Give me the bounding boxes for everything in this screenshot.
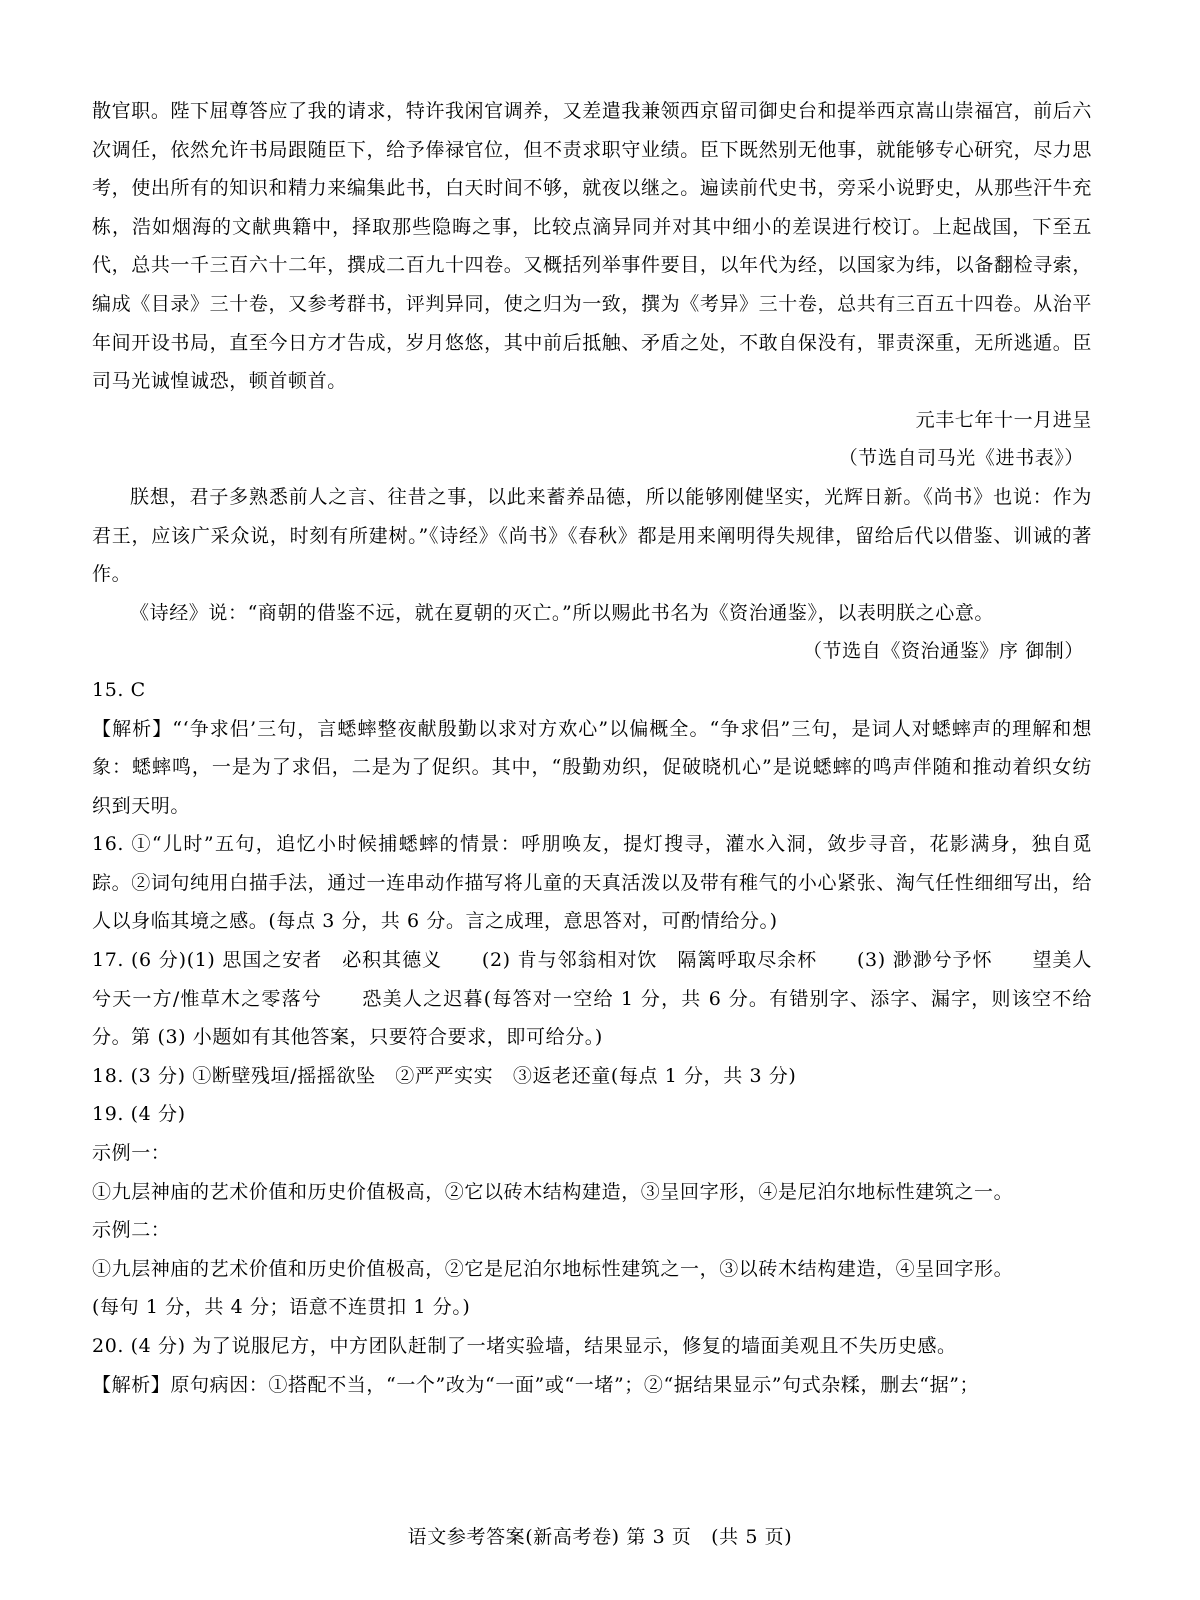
answer-15-analysis: 【解析】“‘争求侣’三句，言蟋蟀整夜献殷勤以求对方欢心”以偏概全。“争求侣”三句，是词人对蟋蟀声的理解和想象：蟋蟀鸣，一是为了求侣，二是为了促织。其中，“殷勤劝织，促破晓机心”是说蟋蟀的鸣声伴随和推动着织女纺织到天明。	[92, 717, 1092, 817]
answer-19-scoring-note: (每句 1 分，共 4 分；语意不连贯扣 1 分。)	[92, 1296, 471, 1319]
translation-date: 元丰七年十一月进呈	[915, 408, 1092, 431]
answer-page-body	[92, 92, 1092, 1404]
answer-19-example-1-label: 示例一：	[92, 1142, 171, 1165]
preface-paragraph-2: 《诗经》说：“商朝的借鉴不远，就在夏朝的灭亡。”所以赐此书名为《资治通鉴》，以表明朕之心意。	[130, 601, 995, 624]
preface-source: （节选自《资治通鉴》序 御制）	[802, 640, 1084, 663]
answer-17: 17. (6 分)(1) 思国之安者 必积其德义 (2) 肯与邻翁相对饮 隔篱呼取尽余杯 (3) 渺渺兮予怀 望美人兮天一方/惟草木之零落兮 恐美人之迟暮(每答对一空给 1 分，共 6 分。有错别字、添字、漏字，则该空不给分。第 (3) 小题如有其他答案，只要符合要求，即可给分。)	[92, 949, 1092, 1049]
answer-20: 20. (4 分) 为了说服尼方，中方团队赶制了一堵实验墙，结果显示，修复的墙面美观且不失历史感。	[92, 1335, 957, 1357]
translation-paragraph: 散官职。陛下屈尊答应了我的请求，特许我闲官调养，又差遣我兼领西京留司御史台和提举西京嵩山崇福宫，前后六次调任，依然允许书局跟随臣下，给予俸禄官位，但不责求职守业绩。臣下既然别无他事，就能够专心研究，尽力思考，使出所有的知识和精力来编集此书，白天时间不够，就夜以继之。遍读前代史书，旁采小说野史，从那些汗牛充栋，浩如烟海的文献典籍中，择取那些隐晦之事，比较点滴异同并对其中细小的差误进行校订。上起战国，下至五代，总共一千三百六十二年，撰成二百九十四卷。又概括列举事件要目，以年代为经，以国家为纬，以备翻检寻索，编成《目录》三十卷，又参考群书，评判异同，使之归为一致，撰为《考异》三十卷，总共有三百五十四卷。从治平年间开设书局，直至今日方才告成，岁月悠悠，其中前后抵触、矛盾之处，不敢自保没有，罪责深重，无所逃遁。臣司马光诚惶诚恐，顿首顿首。	[92, 100, 1092, 393]
answer-19-example-2: ①九层神庙的艺术价值和历史价值极高，②它是尼泊尔地标性建筑之一，③以砖木结构建造，④呈回字形。	[92, 1257, 1014, 1280]
answer-20-analysis: 【解析】原句病因：①搭配不当，“一个”改为“一面”或“一堵”；②“据结果显示”句式杂糅，删去“据”；	[92, 1373, 980, 1396]
translation-source: （节选自司马光《进书表》）	[838, 447, 1084, 470]
preface-paragraph-1: 朕想，君子多熟悉前人之言、往昔之事，以此来蓄养品德，所以能够刚健坚实，光辉日新。《尚书》也说：作为君王，应该广采众说，时刻有所建树。”《诗经》《尚书》《春秋》都是用来阐明得失规律，留给后代以借鉴、训诫的著作。	[92, 485, 1092, 586]
answer-16: 16. ①“儿时”五句，追忆小时候捕蟋蟀的情景：呼朋唤友，提灯搜寻，灌水入洞，敛步寻音，花影满身，独自觅踪。②词句纯用白描手法，通过一连串动作描写将儿童的天真活泼以及带有稚气的小心紧张、淘气任性细细写出，给人以身临其境之感。(每点 3 分，共 6 分。言之成理，意思答对，可酌情给分。)	[92, 833, 1092, 933]
answer-19-example-1: ①九层神庙的艺术价值和历史价值极高，②它以砖木结构建造，③呈回字形，④是尼泊尔地标性建筑之一。	[92, 1180, 1014, 1203]
answer-19: 19. (4 分)	[92, 1103, 186, 1126]
page-footer: 语文参考答案(新高考卷) 第 3 页 (共 5 页)	[407, 1526, 793, 1548]
answer-19-example-2-label: 示例二：	[92, 1219, 171, 1242]
answer-15: 15. C	[92, 678, 146, 701]
answer-18: 18. (3 分) ①断壁残垣/摇摇欲坠 ②严严实实 ③返老还童(每点 1 分，共 3 分)	[92, 1064, 797, 1087]
